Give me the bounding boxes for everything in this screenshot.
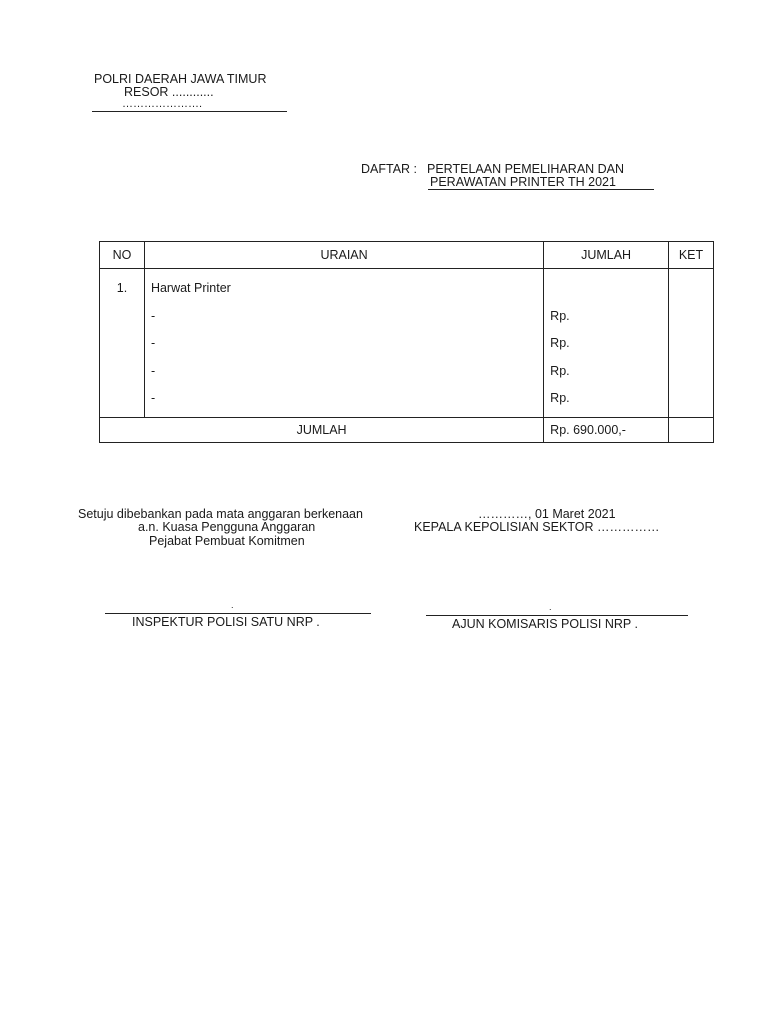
sign-left-line xyxy=(105,613,371,614)
row-item-desc: - xyxy=(150,336,156,350)
row-jumlah-cell xyxy=(544,269,669,418)
sign-right-line xyxy=(426,615,688,616)
total-value: Rp. 690.000,- xyxy=(544,418,669,443)
row-item-amount: Rp. xyxy=(550,363,570,378)
row-item-title: Harwat Printer xyxy=(150,281,231,295)
header-underline xyxy=(92,111,287,112)
row-item-amount: Rp. xyxy=(550,308,570,323)
row-ket-cell xyxy=(669,269,714,418)
col-header-no: NO xyxy=(100,242,145,269)
row-item-amount: Rp. xyxy=(550,391,570,405)
row-item-amount: Rp. xyxy=(550,336,570,350)
row-item-desc: - xyxy=(150,391,156,405)
row-no-cell xyxy=(100,269,145,418)
sign-left-dot: . xyxy=(231,600,234,610)
row-no: 1. xyxy=(116,281,128,295)
total-ket-cell xyxy=(669,418,714,443)
col-header-jumlah: JUMLAH xyxy=(544,242,669,269)
header-line-2: RESOR ............ xyxy=(124,85,214,99)
row-item-desc: - xyxy=(150,308,156,323)
table-header-row xyxy=(100,242,714,269)
sign-right-rank: AJUN KOMISARIS POLISI NRP . xyxy=(452,617,638,631)
sign-right-line-1: KEPALA KEPOLISIAN SEKTOR …………… xyxy=(414,520,660,534)
row-jumlah-blank xyxy=(544,275,668,303)
title-line-1: PERTELAAN PEMELIHARAN DAN xyxy=(427,162,625,176)
pertelaan-table xyxy=(99,241,714,443)
total-label: JUMLAH xyxy=(100,418,544,443)
row-item-desc: - xyxy=(150,363,156,378)
table-total-row xyxy=(100,418,714,443)
col-header-ket: KET xyxy=(669,242,714,269)
title-label: DAFTAR : xyxy=(361,162,418,176)
sign-left-rank: INSPEKTUR POLISI SATU NRP . xyxy=(132,615,320,629)
title-line-2: PERAWATAN PRINTER TH 2021 xyxy=(430,175,616,189)
col-header-uraian: URAIAN xyxy=(144,242,543,269)
table-row xyxy=(100,269,714,418)
sign-left-line-1: Setuju dibebankan pada mata anggaran berkenaan xyxy=(78,507,363,521)
sign-right-dot: . xyxy=(549,602,552,612)
header-line-3: …………………. xyxy=(122,98,203,110)
title-underline xyxy=(428,189,654,190)
sign-left-line-3: Pejabat Pembuat Komitmen xyxy=(149,534,305,548)
header-line-1: POLRI DAERAH JAWA TIMUR xyxy=(94,72,267,86)
sign-left-line-2: a.n. Kuasa Pengguna Anggaran xyxy=(138,520,316,534)
row-uraian-cell xyxy=(144,269,543,418)
sign-right-date: …………, 01 Maret 2021 xyxy=(478,507,616,521)
